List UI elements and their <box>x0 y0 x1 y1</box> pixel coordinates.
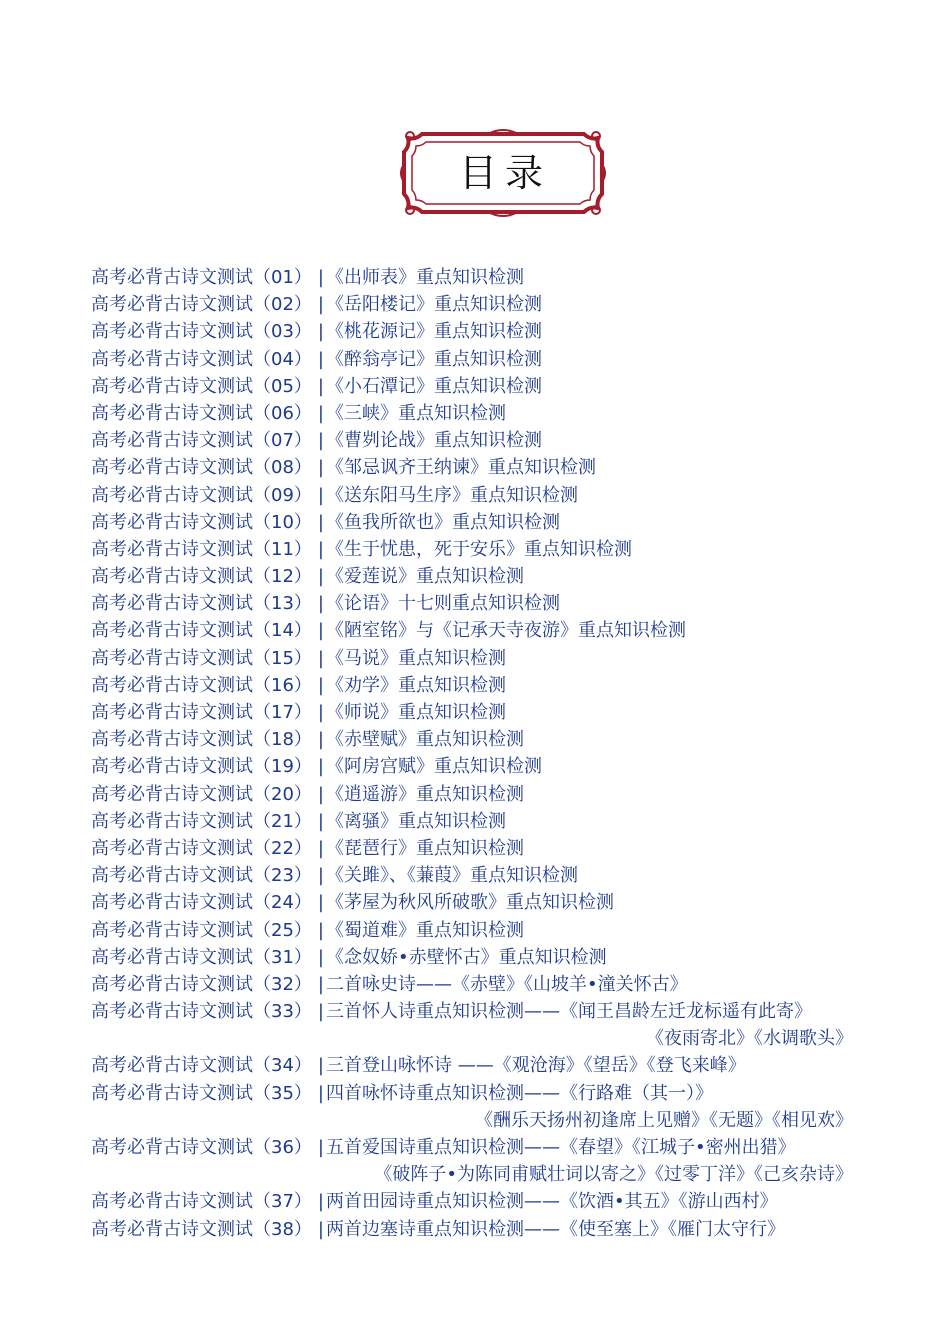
title-frame <box>400 128 606 218</box>
toc-entry[interactable] <box>91 617 871 644</box>
toc-entry-title: 《离骚》重点知识检测 <box>325 810 506 832</box>
toc-entry-title: 《生于忧患，死于安乐》重点知识检测 <box>325 538 632 560</box>
toc-entry-number: （36） <box>253 1137 312 1158</box>
toc-entry[interactable] <box>91 400 871 427</box>
toc-separator: | <box>317 647 324 669</box>
page-title: 目录 <box>458 151 551 195</box>
toc-series-label: 高考必背古诗文测试 <box>91 538 253 560</box>
toc-series-label: 高考必背古诗文测试 <box>91 430 253 452</box>
toc-entry-number: （07） <box>253 430 312 452</box>
toc-series-label: 高考必背古诗文测试 <box>91 810 253 832</box>
toc-series-label: 高考必背古诗文测试 <box>91 973 253 995</box>
toc-series-label: 高考必背古诗文测试 <box>91 267 253 288</box>
toc-entry-title: 《三峡》重点知识检测 <box>325 402 506 424</box>
toc-entry[interactable] <box>91 998 871 1025</box>
toc-entry-number: （21） <box>253 810 312 832</box>
toc-entry-title: 《赤壁赋》重点知识检测 <box>325 729 524 751</box>
toc-series-label: 高考必背古诗文测试 <box>91 865 253 887</box>
toc-series-label: 高考必背古诗文测试 <box>91 783 253 805</box>
toc-separator: | <box>317 892 324 914</box>
toc-entry[interactable] <box>91 482 871 509</box>
toc-entry-title: 《阿房宫赋》重点知识检测 <box>325 756 542 778</box>
toc-series-label: 高考必背古诗文测试 <box>91 620 253 642</box>
toc-entry-number: （18） <box>253 729 312 751</box>
toc-entry-number: （32） <box>253 973 312 995</box>
toc-entry[interactable] <box>91 971 871 998</box>
toc-series-label: 高考必背古诗文测试 <box>91 837 253 859</box>
toc-entry-title: 《茅屋为秋风所破歌》重点知识检测 <box>325 892 614 914</box>
toc-entry[interactable] <box>91 889 871 916</box>
toc-entry[interactable] <box>91 1188 871 1215</box>
toc-entry[interactable] <box>91 291 871 318</box>
toc-entry-title: 《劝学》重点知识检测 <box>325 674 506 696</box>
toc-entry[interactable] <box>91 835 871 862</box>
toc-entry-title: 《逍遥游》重点知识检测 <box>325 783 524 805</box>
toc-separator: | <box>317 1055 324 1077</box>
toc-separator: | <box>317 1191 324 1213</box>
toc-separator: | <box>317 946 324 968</box>
toc-entry-number: （01） <box>253 267 312 288</box>
toc-series-label: 高考必背古诗文测试 <box>91 892 253 914</box>
toc-separator: | <box>317 593 324 615</box>
toc-entry-number: （23） <box>253 865 312 887</box>
toc-entry[interactable] <box>91 753 871 780</box>
toc-entry-continuation[interactable]: 《酬乐天扬州初逢席上见赠》《无题》《相见欢》 <box>475 1109 853 1131</box>
toc-series-label: 高考必背古诗文测试 <box>91 1082 253 1104</box>
toc-entry[interactable] <box>91 1134 871 1161</box>
toc-series-label: 高考必背古诗文测试 <box>91 593 253 615</box>
toc-separator: | <box>317 457 324 479</box>
toc-series-label: 高考必背古诗文测试 <box>91 1191 253 1213</box>
toc-series-label: 高考必背古诗文测试 <box>91 729 253 751</box>
toc-entry-title: 《蜀道难》重点知识检测 <box>325 919 524 941</box>
toc-separator: | <box>317 837 324 859</box>
toc-series-label: 高考必背古诗文测试 <box>91 402 253 424</box>
toc-entry-continuation[interactable]: 《破阵子•为陈同甫赋壮词以寄之》《过零丁洋》《己亥杂诗》 <box>374 1164 853 1186</box>
toc-series-label: 高考必背古诗文测试 <box>91 1137 253 1158</box>
toc-entry-title: 《马说》重点知识检测 <box>325 647 506 669</box>
toc-separator: | <box>317 267 324 288</box>
toc-entry-title: 《论语》十七则重点知识检测 <box>325 593 560 615</box>
toc-entry[interactable] <box>91 726 871 753</box>
toc-entry[interactable] <box>91 509 871 536</box>
toc-entry-continuation[interactable]: 《夜雨寄北》《水调歌头》 <box>646 1028 853 1050</box>
toc-entry-number: （24） <box>253 892 312 914</box>
toc-entry-title: 《陋室铭》与《记承天寺夜游》重点知识检测 <box>325 620 686 642</box>
toc-entry-title: 《桃花源记》重点知识检测 <box>325 321 542 343</box>
toc-separator: | <box>317 538 324 560</box>
toc-entry-number: （35） <box>253 1082 312 1104</box>
toc-entry[interactable] <box>91 264 871 291</box>
toc-entry-title: 《关雎》、《蒹葭》重点知识检测 <box>325 865 578 887</box>
toc-separator: | <box>317 1082 324 1104</box>
toc-separator: | <box>317 973 324 995</box>
toc-entry-title: 《岳阳楼记》重点知识检测 <box>325 294 542 316</box>
toc-separator: | <box>317 402 324 424</box>
toc-separator: | <box>317 321 324 343</box>
toc-series-label: 高考必背古诗文测试 <box>91 1218 253 1240</box>
toc-entry-title: 三首登山咏怀诗 ——《观沧海》《望岳》《登飞来峰》 <box>325 1055 746 1077</box>
toc-series-label: 高考必背古诗文测试 <box>91 484 253 506</box>
toc-separator: | <box>317 674 324 696</box>
toc-entry[interactable] <box>91 862 871 889</box>
toc-entry-number: （19） <box>253 756 312 778</box>
toc-entry-title: 《琵琶行》重点知识检测 <box>325 837 524 859</box>
toc-entry-number: （04） <box>253 348 312 370</box>
toc-entry[interactable] <box>91 536 871 563</box>
toc-entry-title: 五首爱国诗重点知识检测——《春望》《江城子•密州出猎》 <box>325 1137 796 1158</box>
toc-entry-title: 两首田园诗重点知识检测——《饮酒•其五》《游山西村》 <box>325 1191 778 1213</box>
toc-series-label: 高考必背古诗文测试 <box>91 1055 253 1077</box>
toc-entry-number: （06） <box>253 402 312 424</box>
toc-entry-title: 三首怀人诗重点知识检测——《闻王昌龄左迁龙标遥有此寄》 <box>325 1001 812 1023</box>
toc-series-label: 高考必背古诗文测试 <box>91 457 253 479</box>
toc-entry-number: （25） <box>253 919 312 941</box>
toc-entry[interactable] <box>91 373 871 400</box>
toc-separator: | <box>317 511 324 533</box>
toc-entry-title: 《出师表》重点知识检测 <box>325 267 524 288</box>
toc-entry-number: （11） <box>253 538 312 560</box>
toc-series-label: 高考必背古诗文测试 <box>91 1001 253 1023</box>
toc-separator: | <box>317 919 324 941</box>
toc-series-label: 高考必背古诗文测试 <box>91 702 253 723</box>
toc-separator: | <box>317 783 324 805</box>
toc-entry-number: （15） <box>253 647 312 669</box>
toc-entry-title: 《念奴娇•赤壁怀古》重点知识检测 <box>325 946 607 968</box>
toc-entry-title: 两首边塞诗重点知识检测——《使至塞上》《雁门太守行》 <box>325 1218 785 1240</box>
toc-entry-number: （14） <box>253 620 312 642</box>
toc-entry-number: （38） <box>253 1218 312 1240</box>
toc-separator: | <box>317 348 324 370</box>
toc-entry[interactable] <box>91 672 871 699</box>
toc-entry[interactable] <box>91 454 871 481</box>
toc-entry-title: 《爱莲说》重点知识检测 <box>325 566 524 588</box>
toc-entry[interactable] <box>91 944 871 971</box>
toc-entry-number: （10） <box>253 511 312 533</box>
toc-series-label: 高考必背古诗文测试 <box>91 511 253 533</box>
toc-series-label: 高考必背古诗文测试 <box>91 566 253 588</box>
toc-separator: | <box>317 702 324 723</box>
toc-entry-title: 《鱼我所欲也》重点知识检测 <box>325 511 560 533</box>
toc-separator: | <box>317 729 324 751</box>
toc-series-label: 高考必背古诗文测试 <box>91 946 253 968</box>
toc-separator: | <box>317 1001 324 1023</box>
toc-separator: | <box>317 620 324 642</box>
toc-series-label: 高考必背古诗文测试 <box>91 919 253 941</box>
toc-entry-title: 四首咏怀诗重点知识检测——《行路难（其一）》 <box>325 1082 713 1104</box>
toc-entry[interactable] <box>91 645 871 672</box>
toc-entry[interactable] <box>91 808 871 835</box>
toc-separator: | <box>317 375 324 397</box>
toc-entry[interactable] <box>91 318 871 345</box>
toc-entry-title: 二首咏史诗——《赤壁》《山坡羊•潼关怀古》 <box>325 973 688 995</box>
toc-separator: | <box>317 810 324 832</box>
toc-entry-number: （12） <box>253 566 312 588</box>
toc-series-label: 高考必背古诗文测试 <box>91 375 253 397</box>
toc-entry[interactable] <box>91 346 871 373</box>
toc-entry-title: 《邹忌讽齐王纳谏》重点知识检测 <box>325 457 596 479</box>
toc-entry-number: （08） <box>253 457 312 479</box>
toc-series-label: 高考必背古诗文测试 <box>91 674 253 696</box>
toc-entry-title: 《曹刿论战》重点知识检测 <box>325 430 542 452</box>
toc-entry-title: 《小石潭记》重点知识检测 <box>325 375 542 397</box>
toc-entry-number: （16） <box>253 674 312 696</box>
toc-entry-number: （22） <box>253 837 312 859</box>
toc-series-label: 高考必背古诗文测试 <box>91 348 253 370</box>
toc-entry-number: （17） <box>253 702 312 723</box>
toc-series-label: 高考必背古诗文测试 <box>91 321 253 343</box>
toc-entry[interactable] <box>91 1080 871 1107</box>
toc-entry[interactable] <box>91 427 871 454</box>
toc-series-label: 高考必背古诗文测试 <box>91 756 253 778</box>
toc-entry[interactable] <box>91 590 871 617</box>
table-of-contents <box>91 264 871 1243</box>
toc-series-label: 高考必背古诗文测试 <box>91 647 253 669</box>
toc-separator: | <box>317 756 324 778</box>
toc-entry[interactable] <box>91 917 871 944</box>
toc-entry-number: （33） <box>253 1001 312 1023</box>
toc-separator: | <box>317 865 324 887</box>
toc-entry-number: （31） <box>253 946 312 968</box>
toc-separator: | <box>317 484 324 506</box>
toc-entry-number: （13） <box>253 593 312 615</box>
toc-entry[interactable] <box>91 1052 871 1079</box>
toc-entry-title: 《送东阳马生序》重点知识检测 <box>325 484 578 506</box>
toc-separator: | <box>317 1218 324 1240</box>
toc-entry-title: 《醉翁亭记》重点知识检测 <box>325 348 542 370</box>
toc-entry-number: （02） <box>253 294 312 316</box>
toc-entry-number: （37） <box>253 1191 312 1213</box>
toc-entry-number: （09） <box>253 484 312 506</box>
toc-entry[interactable] <box>91 781 871 808</box>
toc-separator: | <box>317 566 324 588</box>
toc-separator: | <box>317 1137 324 1158</box>
toc-entry-number: （05） <box>253 375 312 397</box>
toc-separator: | <box>317 430 324 452</box>
toc-entry-title: 《师说》重点知识检测 <box>325 702 506 723</box>
toc-entry[interactable] <box>91 699 871 726</box>
toc-entry-number: （20） <box>253 783 312 805</box>
toc-entry[interactable] <box>91 563 871 590</box>
toc-entry-number: （34） <box>253 1055 312 1077</box>
toc-entry-number: （03） <box>253 321 312 343</box>
toc-separator: | <box>317 294 324 316</box>
toc-series-label: 高考必背古诗文测试 <box>91 294 253 316</box>
toc-entry[interactable] <box>91 1216 871 1243</box>
